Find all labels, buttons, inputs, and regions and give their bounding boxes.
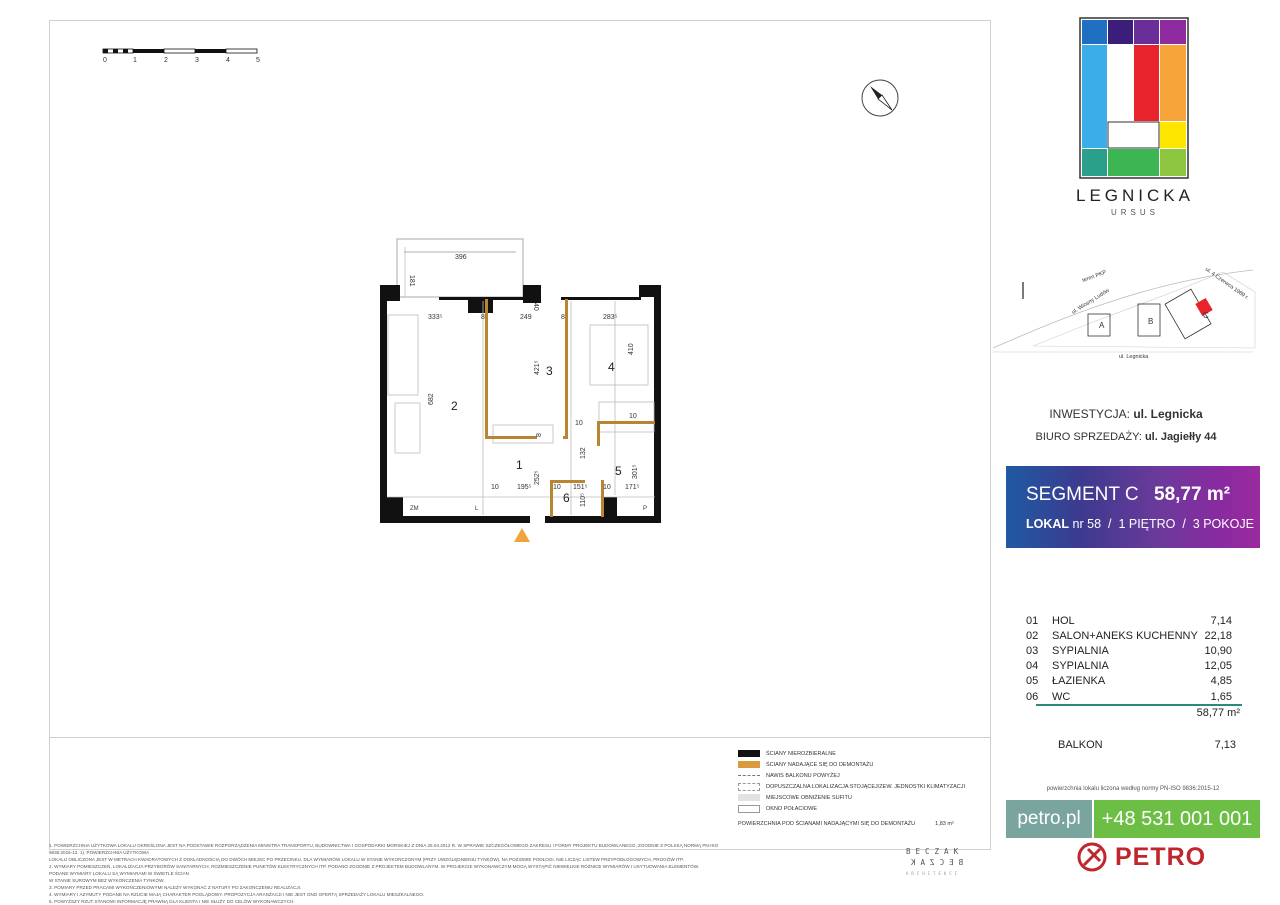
rooms-total: 58,77 m² — [1196, 707, 1240, 719]
north-arrow-icon — [859, 78, 901, 120]
balcony-area: 7,13 — [1214, 739, 1236, 751]
legend-swatch — [738, 775, 760, 777]
dim-40: 40 — [532, 303, 539, 311]
legend-swatch — [738, 794, 760, 801]
dim-195: 195⁵ — [517, 484, 532, 491]
scale-tick-5: 5 — [256, 57, 260, 64]
lokal-number: nr 58 — [1072, 517, 1102, 531]
note-line: 3. POMIARY PRZED PRACAMI WYKOŃCZENIOWYMI NALEŻY WYKONAĆ Z NATURY PO ZAKOŃCZENIU REALIZACJI. — [49, 885, 302, 890]
legend-label: NAWIS BALKONU POWYŻEJ — [766, 772, 840, 779]
dim-110: 110⁵ — [580, 492, 587, 507]
room-row — [1026, 689, 1232, 704]
legend-total — [738, 818, 988, 829]
architect-line: ARCHITEKCI — [906, 871, 961, 876]
dim-171: 171⁵ — [625, 484, 640, 491]
dim-8c: 8 — [536, 433, 543, 437]
note-line: 4. WYMIARY I AZYMUTY PODANE NA RZUCIE MAJĄ CHARAKTER POGLĄDOWY. PROPOZYCJA ARANŻACJI I NIE JEST ONO OFERTĄ SPRZEDAŻY LOKALU MIESZKALNEGO. — [49, 892, 425, 897]
site-building-c: C — [1203, 311, 1209, 320]
separator: / — [1108, 517, 1112, 531]
segment-label: SEGMENT C — [1026, 484, 1139, 505]
dim-10d: 10 — [603, 484, 611, 491]
legend-item — [738, 748, 988, 759]
dim-balcony-width: 396 — [455, 254, 467, 261]
frame-divider — [49, 737, 991, 738]
architect-logo — [906, 846, 963, 879]
room-row — [1026, 628, 1232, 643]
dim-421: 421⁵ — [534, 360, 541, 375]
note-line: 2. WYMIARY POMIESZCZEŃ, LOKALIZACJA PRZYBORÓW SANITARNYCH, ROZMIESZCZENIE PUNKTÓW ELEKTRYCZNYCH ITP. PODANO ZGODNIE Z PROJEKTEM BUDOWLANYM. W PROJEKCIE WYKONAWCZYM MOGĄ WYSTĄPIĆ NIEWIELKIE RÓŻNICE WYMIARÓW I USYTUOWANIA ELEMENTÓW. PODANE WYMIARY LOKALU SĄ WYMIARAMI W ŚWIETLE ŚCIAN — [49, 864, 700, 876]
entrance-marker — [514, 528, 530, 542]
scale-tick-1: 1 — [133, 57, 137, 64]
separator: / — [1182, 517, 1186, 531]
dim-132: 132 — [580, 447, 587, 459]
legend-swatch — [738, 805, 760, 813]
scale-tick-2: 2 — [164, 57, 168, 64]
site-building-a: A — [1099, 321, 1105, 330]
scale-bar — [100, 47, 270, 67]
legend-swatch — [738, 761, 760, 768]
room-row — [1026, 643, 1232, 658]
dim-301: 301⁵ — [632, 464, 639, 479]
site-street-pkp: teren PKP — [1081, 269, 1108, 284]
legend-label: MIEJSCOWE OBNIŻENIE SUFITU — [766, 794, 852, 801]
lokal-rooms: 3 POKOJE — [1192, 517, 1254, 531]
note-line: 1. POWIERZCHNIA UŻYTKOWA LOKALU OKREŚLONA JEST NA PODSTAWIE ROZPORZĄDZENIA MINISTRA TRANSPORTU, BUDOWNICTWA I GOSPODARKI MORSKIEJ Z DNIA 25.04.2012 R. W SPRAWIE SZCZEGÓŁOWEGO ZAKRESU I FORMY PROJEKTU BUDOWLANEGO, ZGODNIE Z POLSKĄ NORMĄ PN-ISO 9836:2015-12. 1). POWIERZCHNIA UŻYTKOWA — [49, 843, 719, 855]
dim-10e: 10 — [575, 420, 583, 427]
room-name: ŁAZIENKA — [1052, 675, 1106, 688]
room-area: 4,85 — [1210, 675, 1232, 688]
room-row — [1026, 613, 1232, 628]
room-row — [1026, 659, 1232, 674]
room-area: 7,14 — [1210, 614, 1232, 627]
room-num: 03 — [1026, 644, 1039, 657]
dim-10b: 10 — [491, 484, 499, 491]
site-plan — [993, 262, 1263, 362]
room-area: 1,65 — [1210, 690, 1232, 703]
brand-subtitle: URSUS — [1110, 208, 1159, 217]
mark-l: L — [475, 506, 479, 512]
notes — [49, 842, 719, 905]
sales-office-label: BIURO SPRZEDAŻY: — [1035, 431, 1142, 443]
website-link[interactable]: petro.pl — [1006, 800, 1092, 838]
dim-249: 249 — [520, 314, 532, 321]
dim-8a: 8 — [481, 314, 485, 321]
sales-office-value: ul. Jagiełły 44 — [1144, 431, 1217, 443]
site-street-wiosny: ul. Wiosny Ludów — [1070, 287, 1111, 316]
site-street-4czerwca: ul. 4 Czerwca 1989 r. — [1203, 266, 1250, 302]
architect-line: BECZAK — [906, 847, 964, 856]
legend-item — [738, 770, 988, 781]
room-name: WC — [1052, 690, 1071, 703]
room-number-4: 4 — [608, 360, 615, 374]
lokal-line — [1026, 517, 1254, 531]
segment-box — [1006, 466, 1260, 548]
brand-name: LEGNICKA — [1076, 186, 1194, 205]
balcony-outline — [397, 239, 523, 297]
room-num: 05 — [1026, 675, 1039, 688]
balcony-label: BALKON — [1058, 739, 1103, 751]
site-street-legnicka: ul. Legnicka — [1119, 354, 1149, 360]
dim-balcony-depth: 181 — [408, 275, 415, 287]
dim-252: 252⁵ — [534, 470, 541, 485]
dim-10a: 10 — [629, 413, 637, 420]
legend-item — [738, 803, 988, 814]
room-number-1: 1 — [516, 458, 523, 472]
room-number-6: 6 — [563, 491, 570, 505]
rooms-table — [1026, 613, 1242, 704]
lokal-floor: 1 PIĘTRO — [1118, 517, 1176, 531]
legend-label: DOPUSZCZALNA LOKALIZACJA STOJĄCEJ/ZEW. JEDNOSTKI KLIMATYZACJI — [766, 783, 966, 790]
room-number-2: 2 — [451, 399, 458, 413]
investment-label: INWESTYCJA: — [1049, 407, 1130, 421]
legend-swatch — [738, 750, 760, 757]
dim-10c: 10 — [553, 484, 561, 491]
contact-bar — [1006, 800, 1260, 838]
developer-name: PETRO — [1115, 842, 1207, 871]
table-divider — [1036, 704, 1242, 706]
floor-plan — [375, 235, 670, 545]
room-number-5: 5 — [615, 464, 622, 478]
scale-bar-graphic — [100, 47, 270, 67]
legnicka-logo — [1080, 18, 1188, 178]
investment-line — [1006, 407, 1246, 421]
norm-note: powierzchnia lokalu liczona według normy PN-ISO 9836:2015-12 — [1046, 786, 1220, 792]
legend-total-label: POWIERZCHNIA POD ŚCIANAMI NADAJĄCYMI SIĘ DO DEMONTAŻU — [738, 820, 916, 827]
room-name: SALON+ANEKS KUCHENNY — [1052, 629, 1198, 642]
dim-151: 151⁵ — [573, 484, 588, 491]
apartment-area: 58,77 m² — [1154, 484, 1231, 505]
site-building-b: B — [1148, 317, 1154, 326]
legend-item — [738, 792, 988, 803]
petro-emblem-icon — [1077, 842, 1107, 872]
mark-p: P — [643, 506, 648, 512]
investment-value: ul. Legnicka — [1133, 407, 1203, 421]
room-number-3: 3 — [546, 364, 553, 378]
sales-office-line — [1006, 431, 1246, 443]
legend-label: ŚCIANY NIEROZBIERALNE — [766, 750, 836, 757]
scale-tick-4: 4 — [226, 57, 230, 64]
legend-label: ŚCIANY NADAJĄCE SIĘ DO DEMONTAŻU — [766, 761, 874, 768]
phone-link[interactable]: +48 531 001 001 — [1094, 800, 1260, 838]
room-num: 04 — [1026, 660, 1039, 673]
legend — [738, 748, 988, 829]
scale-tick-3: 3 — [195, 57, 199, 64]
dim-8b: 8 — [561, 314, 565, 321]
legend-label: OKNO POŁACIOWE — [766, 805, 818, 812]
room-num: 01 — [1026, 614, 1039, 627]
room-name: SYPIALNIA — [1052, 660, 1109, 673]
room-area: 10,90 — [1204, 644, 1232, 657]
room-name: SYPIALNIA — [1052, 644, 1109, 657]
room-area: 22,18 — [1204, 629, 1232, 642]
note-line: W STANIE SUROWYM BEZ WYKOŃCZENIA TYNKÓW. — [49, 878, 165, 883]
note-line: 5. POWYŻSZY RZUT STANOWI INFORMACJĘ PRAWNĄ DLA KLIENTA I NIE SŁUŻY DO CELÓW WYKONAWCZYCH. — [49, 899, 295, 904]
note-line: LOKALU OBLICZONA JEST W METRACH KWADRATOWYCH Z DOKŁADNOŚCIĄ DO DWÓCH MIEJSC PO PRZECINKU. DLA WYMIARÓW LOKALU W STANIE WYKOŃCZONYM (PRZY UWZGLĘDNIENIU TYNKÓW), NA POZIOMIE PODŁOGI, NIE LICZĄC LISTEW PRZYPODŁOGOWYCH, PROGÓW ITP. — [49, 857, 684, 862]
dim-283: 283⁵ — [603, 314, 618, 321]
architect-line: BECZAK — [906, 858, 964, 867]
developer-logo — [1077, 842, 1206, 872]
legend-item — [738, 781, 988, 792]
scale-tick-0: 0 — [103, 57, 107, 64]
room-area: 12,05 — [1204, 660, 1232, 673]
lokal-label: LOKAL — [1026, 517, 1070, 531]
room-num: 06 — [1026, 690, 1039, 703]
mark-zm: ZM — [410, 506, 419, 512]
legend-swatch — [738, 783, 760, 791]
legend-item — [738, 759, 988, 770]
room-row — [1026, 674, 1232, 689]
room-num: 02 — [1026, 629, 1039, 642]
legend-total-value: 1,83 m² — [935, 820, 954, 827]
room-name: HOL — [1052, 614, 1075, 627]
dim-682: 682 — [428, 393, 435, 405]
dim-410: 410 — [628, 343, 635, 355]
dim-333: 333⁵ — [428, 314, 443, 321]
